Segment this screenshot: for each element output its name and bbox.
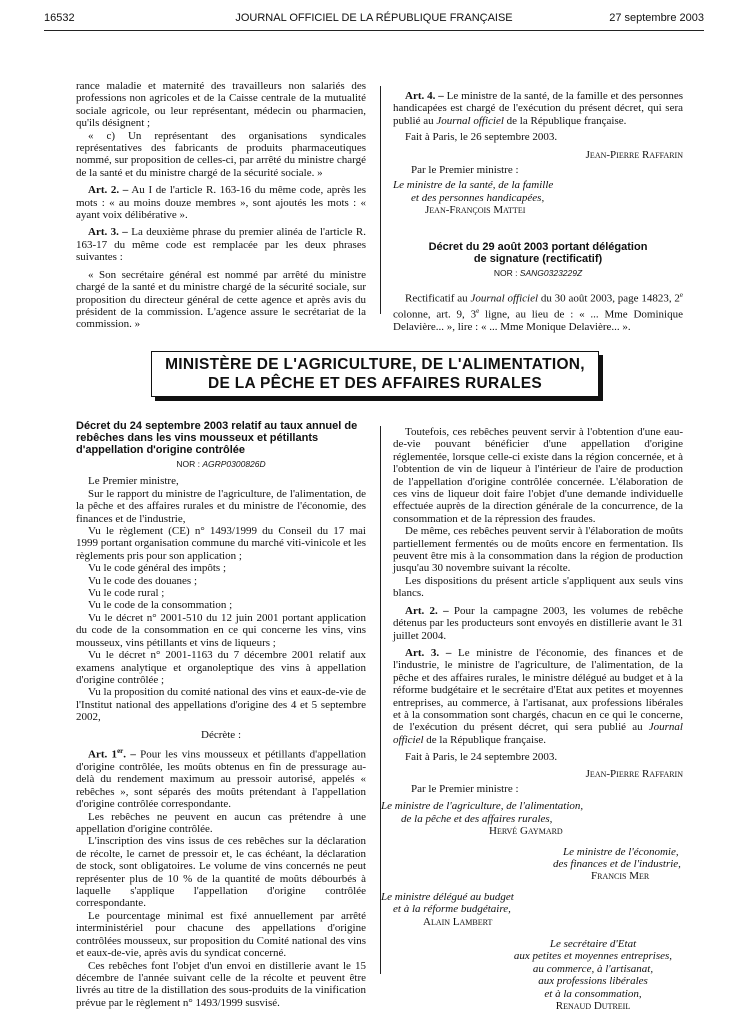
paragraph: Les rebêches ne peuvent en aucun cas prétendre à une appellation d'origine contrôlée.	[76, 810, 366, 836]
nor-code: AGRP0300826D	[202, 459, 266, 469]
paragraph: De même, ces rebêches peuvent servir à l'élaboration de moûts partiellement fermentés ou de moûts encore en fermentation. Ils peuvent être mis à la consommation dans la région de production jusqu'au 30 novembre suivant la récolte.	[393, 525, 683, 575]
decree-title-line: Décret du 29 août 2003 portant délégation	[428, 240, 648, 253]
minister-title: au commerce, à l'artisanat,	[532, 962, 654, 975]
article-label: Art. 2. –	[405, 604, 449, 617]
nor-code: SANG0323229Z	[519, 267, 583, 278]
article-label: Art. 3. –	[405, 646, 452, 659]
nor-label: NOR :	[493, 267, 520, 278]
rectificatif-text	[393, 289, 683, 334]
minister-title: Le ministre de la santé, de la famille	[393, 179, 554, 192]
minister-title: et à la réforme budgétaire,	[393, 903, 511, 916]
paragraph: Les dispositions du présent article s'appliquent aux seuls vins blancs.	[393, 574, 683, 600]
paragraph: Vu le décret n° 2001-510 du 12 juin 2001 portant application du code de la consommation en ce qui concerne les vins, vins mousseux, vins pétillants et vins de liqueurs ;	[76, 611, 366, 649]
article-text: de la République française.	[503, 114, 627, 127]
signer-name: Hervé Gaymard	[489, 825, 563, 838]
ministry-line: MINISTÈRE DE L'AGRICULTURE, DE L'ALIMENTATION,	[165, 356, 585, 373]
article-2	[76, 184, 366, 221]
article-label: Art. 3. –	[88, 226, 128, 239]
paragraph: Le pourcentage minimal est fixé annuellement par arrêté interministériel pour chacune des appellations d'origine contrôlées mousseux, sur proposition du Comité national des vins et eaux-de-vie, après avis du syndicat concerné.	[76, 909, 366, 960]
paragraph: Vu la proposition du comité national des vins et eaux-de-vie de l'Institut national des appellations d'origine des 4 et 5 septembre 2002,	[76, 686, 366, 724]
decree-title	[393, 241, 683, 265]
paragraph: Sur le rapport du ministre de l'agriculture, de l'alimentation, de la pêche et des affaires rurales et du ministre de l'économie, des finances et de l'industrie,	[76, 487, 366, 525]
paragraph: Vu le code général des impôts ;	[88, 562, 227, 575]
top-left-column	[76, 80, 366, 331]
journal-name: Journal officiel	[393, 721, 683, 746]
decree-title-line: de signature (rectificatif)	[473, 252, 603, 265]
minister-title: et des personnes handicapées,	[411, 191, 545, 204]
paragraph: Ces rebêches font l'objet d'un envoi en distillerie avant le 15 décembre de l'année suivant celle de la récolte et peuvent être livrés au titre de la distillation des sous-produits de la vinification prévue par le règlement n° 1493/1999 susvisé.	[76, 959, 366, 1009]
signing-place-date: Fait à Paris, le 24 septembre 2003.	[405, 751, 558, 764]
paragraph: « c) Un représentant des organisations syndicales représentatives des fabricants de produits pharmaceutiques nommé, sur proposition de celles-ci, par arrêté du ministre chargé de la santé et du ministre chargé de la sécurité sociale. »	[76, 129, 366, 179]
ministry-banner	[151, 351, 599, 397]
paragraph: rance maladie et maternité des travailleurs non salariés des professions non agricoles et de la Caisse centrale de la mutualité sociale agricole, ou leur représentant, médecin ou pharmacien, qu'ils désignent ;	[76, 80, 366, 130]
article-text: Le ministre de la santé, de la famille et des personnes handicapées est chargé de l'exécution du présent décret, qui sera publié au	[393, 90, 683, 127]
nor-reference	[76, 458, 366, 470]
minister-title: aux petites et moyennes entreprises,	[513, 950, 673, 963]
running-header	[44, 12, 704, 32]
minister-title: de la pêche et des affaires rurales,	[401, 812, 553, 825]
paragraph: Vu le décret n° 2001-1163 du 7 décembre 2001 relatif aux examens analytique et organoleptique des vins à appellation d'origine contrôlée ;	[76, 649, 366, 686]
superscript: e	[476, 307, 480, 316]
minister-title: Le ministre de l'économie,	[563, 845, 679, 858]
article-text: Le ministre de l'économie, des finances et de l'industrie, le ministre de l'agriculture, de l'alimentation, de la pêche et des affaires rurales, le ministre délégué au budget et à la réforme budgétaire et le secrétaire d'Etat aux petites et moyennes entreprises, au commerce, à l'artisanat, aux professions libérales et à la consommation sont chargés, chacun en ce qui le concerne, de l'exécution du présent décret, qui sera publié au	[393, 646, 683, 734]
text: ligne, au lieu de : « ... Mme Dominique Delavière... », lire : « ... Mme Monique Delavière... ».	[393, 308, 683, 334]
superscript: er	[117, 746, 124, 755]
bottom-right-column	[381, 426, 684, 1012]
article-2	[393, 605, 683, 642]
signer-name: Jean-Pierre Raffarin	[585, 767, 683, 780]
article-text: La deuxième phrase du premier alinéa de l'article R. 163-17 du même code est remplacée par les deux phrases suivantes :	[76, 226, 366, 264]
signer-name: Jean-François Mattei	[425, 204, 526, 217]
bottom-left-column	[76, 420, 366, 1009]
decrete: Décrète :	[201, 728, 241, 741]
text: du 30 août 2003, page 14823, 2	[538, 292, 680, 305]
signer-name: Renaud Dutreil	[555, 1000, 631, 1012]
nor-label: NOR :	[176, 459, 203, 469]
journal-name: Journal officiel	[470, 292, 539, 305]
minister-title: des finances et de l'industrie,	[553, 858, 681, 870]
signer-name: Francis Mer	[591, 870, 650, 883]
by-prime-minister: Par le Premier ministre :	[411, 782, 519, 795]
decree-title: Décret du 24 septembre 2003 relatif au taux annuel de rebêches dans les vins mousseux et pétillants d'appellation d'origine contrôlée	[76, 420, 358, 456]
signing-place-date: Fait à Paris, le 26 septembre 2003.	[405, 131, 558, 144]
minister-title: Le ministre de l'agriculture, de l'alimentation,	[381, 800, 584, 813]
top-right-column	[393, 90, 683, 334]
paragraph: Vu le règlement (CE) n° 1493/1999 du Conseil du 17 mai 1999 portant organisation commune du marché viti-vinicole et les règlements pris pour son application ;	[76, 525, 367, 562]
by-prime-minister: Par le Premier ministre :	[411, 164, 519, 177]
article-text: Pour la campagne 2003, les volumes de rebêche détenus par les producteurs sont envoyés en distillerie avant le 31 juillet 2004.	[393, 604, 684, 642]
paragraph: Vu le code des douanes ;	[88, 574, 198, 587]
article-4	[393, 90, 683, 127]
nor-reference	[393, 267, 683, 279]
minister-title: Le secrétaire d'Etat	[549, 938, 637, 951]
article-label: . –	[123, 748, 136, 761]
superscript: e	[679, 291, 684, 300]
signature-block	[393, 164, 683, 217]
article-text: Pour les vins mousseux et pétillants d'appellation d'origine contrôlée, les moûts obtenus en fin de pressurage au-delà du rendement maximum au pressoir autorisé, appelés « rebêches », sont séparés des moûts prétendant à l'appellation d'origine contrôlée correspondante.	[76, 748, 366, 811]
article-3	[76, 226, 366, 263]
header-rule	[44, 30, 704, 31]
minister-title: aux professions libérales	[538, 975, 648, 988]
paragraph: L'inscription des vins issus de ces rebêches sur la déclaration de récolte, le carnet de pressoir et, le cas échéant, la déclaration de stock, sont obligatoires. Le volume de vins concernés ne peut représenter plus de 10 % de la quantité de moûts débourbés à laquelle s'applique l'appellation d'origine contrôlée correspondante.	[76, 835, 366, 910]
journal-title: JOURNAL OFFICIEL DE LA RÉPUBLIQUE FRANÇAISE	[235, 12, 513, 24]
article-1	[76, 745, 366, 811]
paragraph: « Son secrétaire général est nommé par arrêté du ministre chargé de la santé et du ministre chargé de la sécurité sociale, sur proposition du directeur général de cette agence et après avis du président de la commission. L'agence assure le secrétariat de la commission. »	[76, 268, 366, 331]
article-3	[393, 647, 683, 746]
text: Rectificatif au	[405, 292, 471, 305]
signer-name: Jean-Pierre Raffarin	[585, 148, 683, 161]
article-text: de la République française.	[423, 733, 547, 746]
minister-title: Le ministre délégué au budget	[381, 890, 514, 903]
issue-date: 27 septembre 2003	[609, 12, 704, 24]
article-text: Au I de l'article R. 163-16 du même code, après les mots : « au moins douze membres », sont ajoutés les mots : « ayant voix délibérative ».	[76, 184, 366, 222]
signer-name: Alain Lambert	[423, 915, 493, 928]
column-divider	[380, 86, 381, 314]
paragraph: Vu le code de la consommation ;	[88, 599, 233, 612]
journal-name: Journal officiel	[436, 114, 504, 127]
signature-block	[381, 767, 683, 1012]
paragraph: Vu le code rural ;	[88, 587, 165, 600]
article-label: Art. 1	[88, 748, 118, 761]
paragraph: Le Premier ministre,	[88, 475, 179, 488]
minister-title: et à la consommation,	[544, 987, 642, 1000]
text: colonne, art. 9, 3	[393, 308, 477, 321]
article-label: Art. 2. –	[88, 184, 129, 197]
page-number: 16532	[44, 12, 75, 24]
ministry-line: DE LA PÊCHE ET DES AFFAIRES RURALES	[207, 375, 543, 392]
article-label: Art. 4. –	[405, 90, 444, 102]
paragraph: Toutefois, ces rebêches peuvent servir à l'obtention d'une eau-de-vie pouvant bénéficier d'une appellation d'origine réglementée, lorsque celle-ci existe dans la région concernée, et à l'obtention de vin de liqueur à l'intérieur de l'aire de production de l'appellation d'origine contrôlée concernée. L'élaboration de ces vins de liqueur doit faire l'objet d'une demande individuelle effectuée auprès de la direction générale de la concurrence, de la consommation et de la répression des fraudes.	[393, 426, 683, 525]
